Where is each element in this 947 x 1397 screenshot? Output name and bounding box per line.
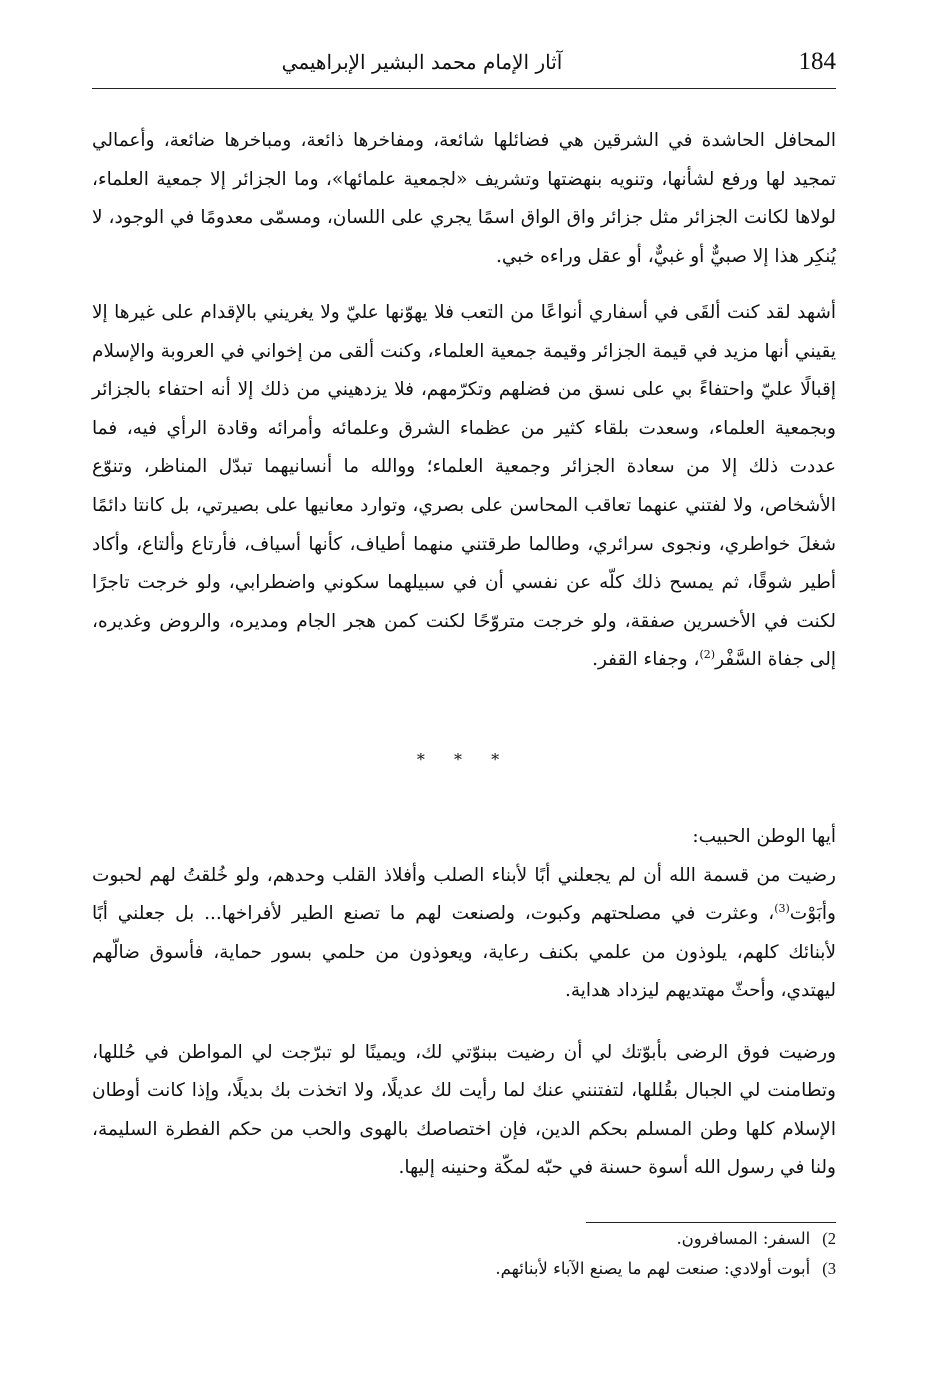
footnote-text: السفر: المسافرون. [676, 1229, 811, 1248]
footnotes [92, 1224, 836, 1284]
paragraph-3-text: رضيت من قسمة الله أن لم يجعلني أبًا لأبناء الصلب وأفلاذ القلب وحدهم، ولو خُلقتُ لهم لحبوت وأبَوْت [92, 865, 836, 925]
paragraph-2-tail: ، وجفاء القفر. [592, 649, 700, 671]
section-heading: أيها الوطن الحبيب: [692, 826, 836, 847]
paragraph-3 [92, 857, 836, 1010]
footnote-2 [92, 1224, 836, 1254]
paragraph-3-tail: ، وعثرت في مصلحتهم وكبوت، ولصنعت لهم ما تصنع الطير لأفراخها... بل جعلني أبًا لأبنائك كلهم، يلوذون من علمي بكنف رعاية، ويعوذون من حلمي بسور حماية، فأسوق ضالّهم ليهتدي، وأحثّ مهتديهم ليزداد هداية. [92, 903, 836, 1001]
footnote-ref-2[interactable]: (2) [699, 648, 716, 662]
footnote-number: 3) [822, 1259, 836, 1278]
footnote-ref-3[interactable]: (3) [774, 902, 790, 916]
section-separator: * * * [416, 750, 512, 769]
running-header [92, 42, 836, 89]
footnote-rule [586, 1222, 836, 1223]
footnote-3 [92, 1254, 836, 1284]
book-title: آثار الإمام محمد البشير الإبراهيمي [281, 50, 563, 74]
footnote-text: أبوت أولادي: صنعت لهم ما يصنع الآباء لأبنائهم. [495, 1259, 811, 1278]
page-number: 184 [798, 48, 836, 75]
paragraph-1: المحافل الحاشدة في الشرقين هي فضائلها شائعة، ومفاخرها ذائعة، ومباخرها ضائعة، وأعمالي تمجيد لها ورفع لشأنها، وتنويه بنهضتها وتشريف «لجمعية علمائها»، وما الجزائر إلا جمعية العلماء، لولاها لكانت الجزائر مثل جزائر واق الواق اسمًا يجري على اللسان، ومسمّى معدومًا في الوجود، لا يُنكِر هذا إلا صبيٌّ أو غبيٌّ، أو عقل وراءه خبي. [92, 130, 836, 267]
footnote-number: 2) [822, 1229, 836, 1248]
paragraph-2-text: أشهد لقد كنت ألقَى في أسفاري أنواعًا من التعب فلا يهوّنها عليّ ولا يغريني بالإقدام على غيرها إلا يقيني أنها مزيد في قيمة الجزائر وقيمة جمعية العلماء، وكنت ألقى من إخواني في العروبة والإسلام إقبالًا عليّ واحتفاءً بي على نسق من فضلهم وتكرّمهم، فلا يزدهيني من ذلك إلا أنه احتفاء بالجزائر وبجمعية العلماء، وسعدت بلقاء كثير من عظماء الشرق وعلمائه وأمرائه وقادة الرأي فيه، فما عددت ذلك إلا من سعادة الجزائر وجمعية العلماء؛ ووالله ما أنسانيهما تبدّل المناظر، وتنوّع الأشخاص، ولا لفتني عنهما تعاقب المحاسن على بصري، وتوارد معانيها على بصيرتي، بل كانتا دائمًا شغلَ خواطري، ونجوى سرائري، وطالما طرقتني منهما أطياف، كأنها أسياف، فأرتاع وألتاع، وأكاد أطير شوقًا، ثم يمسح ذلك كلّه عن نفسي أن في سبيلهما سكوني واضطرابي، ولو خرجت تاجرًا لكنت في الأخسرين صفقة، ولو خرجت متروّحًا لكنت كمن هجر الجام ومديره، والروض وغديره، إلى جفاة السَّفْر [92, 302, 836, 671]
paragraph-4: ورضيت فوق الرضى بأبوّتك لي أن رضيت ببنوّتي لك، ويمينًا لو تبرّجت لي المواطن في حُللها، وتطامنت لي الجبال بقُللها، لتفتنني عنك لما رأيت لك عديلًا، ولا اتخذت بك بديلًا، وإذا كانت أوطان الإسلام كلها وطن المسلم بحكم الدين، فإن اختصاصك بالهوى والحب من حكم الفطرة السليمة، ولنا في رسول الله أسوة حسنة في حبّه لمكّة وحنينه إليها. [92, 1042, 836, 1178]
paragraph-2 [92, 294, 836, 680]
